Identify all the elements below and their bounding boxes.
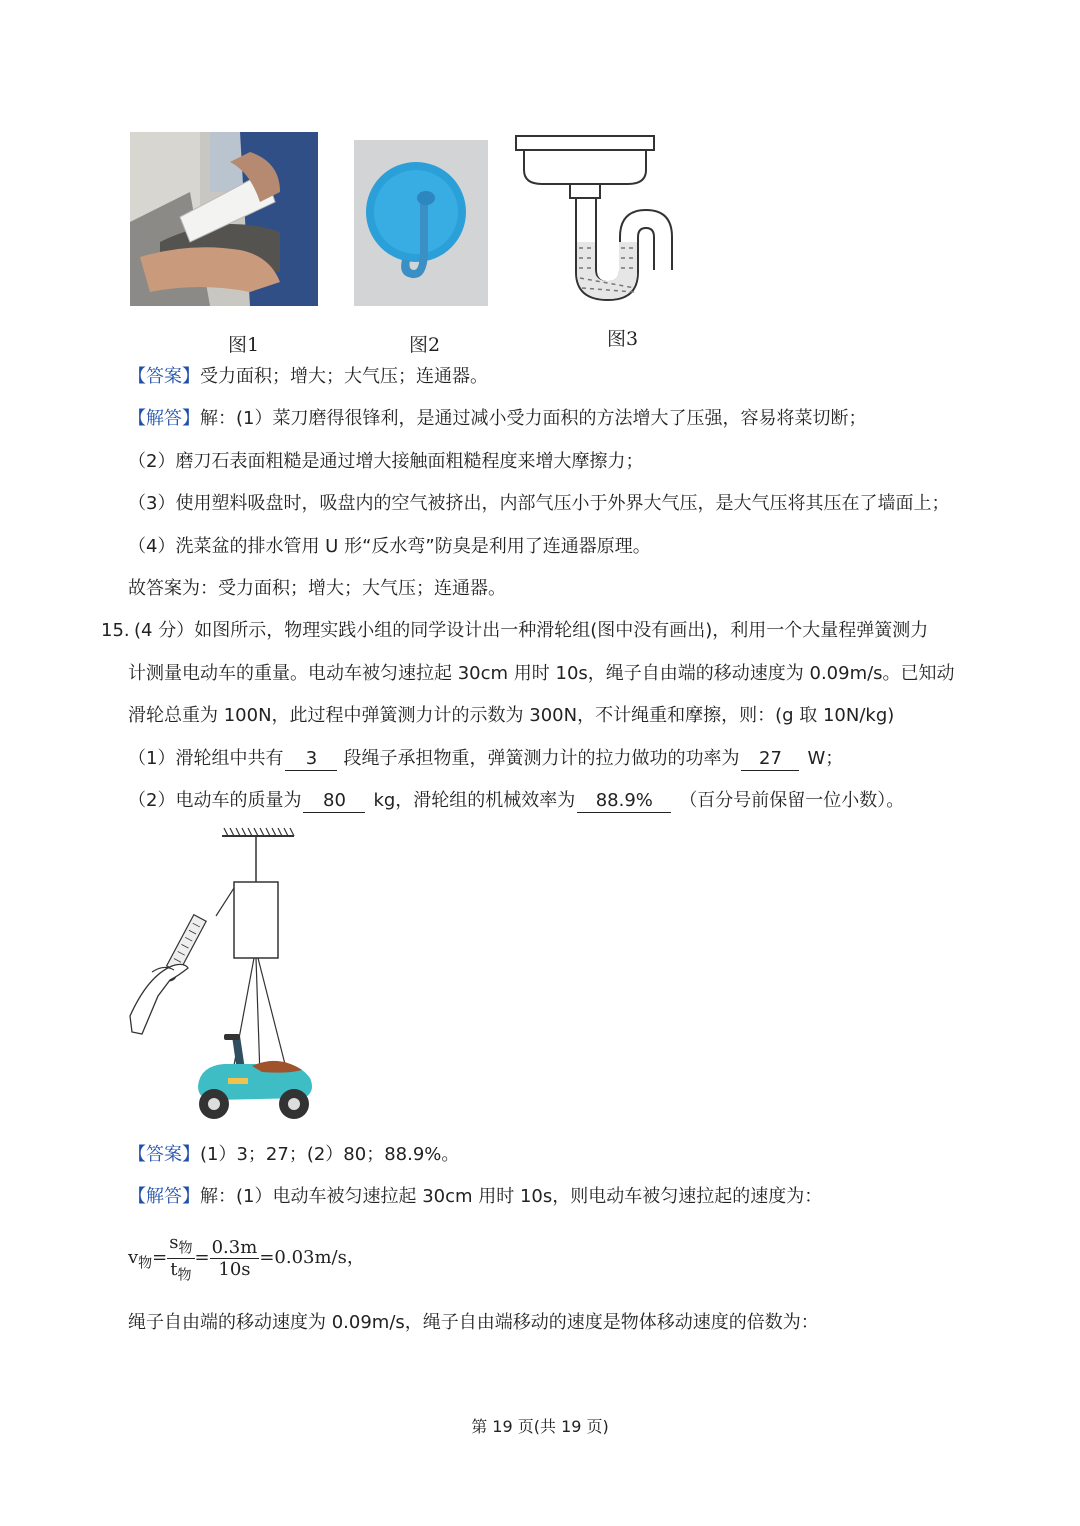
q15-sub-question-2 bbox=[128, 788, 904, 814]
figure-3-u-trap-diagram bbox=[512, 132, 697, 310]
figure-3-caption: 图3 bbox=[607, 328, 639, 350]
figure-1-caption: 图1 bbox=[228, 334, 260, 356]
sub1-blank-ropes: 3 bbox=[285, 748, 337, 771]
sub1-suffix: W； bbox=[807, 748, 844, 769]
formula-eq-1: = bbox=[152, 1247, 168, 1269]
fraction-s-over-t bbox=[167, 1232, 194, 1284]
q14-analysis-line-3: （3）使用塑料吸盘时，吸盘内的空气被挤出，内部气压小于外界大气压，是大气压将其压在了墙面上； bbox=[128, 493, 950, 514]
q14-analysis-line-4: （4）洗菜盆的排水管用 U 形“反水弯”防臭是利用了连通器原理。 bbox=[128, 536, 651, 557]
formula-lhs-sub: 物 bbox=[138, 1255, 153, 1272]
sub1-prefix: （1）滑轮组中共有 bbox=[128, 748, 284, 769]
sub2-prefix: （2）电动车的质量为 bbox=[128, 790, 302, 811]
sub1-mid: 段绳子承担物重，弹簧测力计的拉力做功的功率为 bbox=[343, 748, 740, 769]
figure-2-suction-hook bbox=[354, 140, 488, 306]
formula-eq-2: = bbox=[194, 1247, 210, 1269]
q14-answer bbox=[128, 364, 488, 390]
frac1-num-sub: 物 bbox=[178, 1240, 193, 1257]
sub1-blank-power: 27 bbox=[741, 748, 799, 771]
frac1-num: s bbox=[169, 1232, 179, 1253]
frac1-den-sub: 物 bbox=[177, 1267, 192, 1284]
answer-tag: 【答案】 bbox=[128, 366, 200, 387]
velocity-formula bbox=[128, 1232, 365, 1284]
formula-result: =0.03m/s， bbox=[259, 1247, 365, 1269]
q15-number: 15. bbox=[101, 620, 130, 641]
answer-text: (1）3；27；(2）80；88.9%。 bbox=[200, 1144, 460, 1165]
answer-tag: 【答案】 bbox=[128, 1144, 200, 1165]
frac1-den: t bbox=[170, 1258, 178, 1280]
q15-sub-question-1 bbox=[128, 746, 843, 772]
sub2-blank-efficiency: 88.9% bbox=[577, 790, 671, 813]
figure-1-knife-photo bbox=[130, 132, 318, 306]
answer-text: 受力面积；增大；大气压；连通器。 bbox=[200, 366, 488, 387]
figure-2-caption: 图2 bbox=[409, 334, 441, 356]
analysis-tag: 【解答】 bbox=[128, 1186, 200, 1207]
analysis-tag: 【解答】 bbox=[128, 408, 200, 429]
q15-analysis-line-1 bbox=[128, 1184, 822, 1210]
sub2-blank-mass: 80 bbox=[303, 790, 365, 813]
frac2-num: 0.3m bbox=[211, 1236, 258, 1258]
q14-analysis-line-1 bbox=[128, 406, 866, 432]
figure-q15-pulley-scooter bbox=[128, 826, 328, 1122]
q15-analysis-line-2: 绳子自由端的移动速度为 0.09m/s，绳子自由端移动的速度是物体移动速度的倍数为： bbox=[128, 1312, 819, 1333]
analysis-text: 解：(1）电动车被匀速拉起 30cm 用时 10s，则电动车被匀速拉起的速度为： bbox=[200, 1186, 823, 1207]
q15-stem-line-3: 滑轮总重为 100N，此过程中弹簧测力计的示数为 300N，不计绳重和摩擦，则：(g 取 10N/kg) bbox=[128, 705, 895, 726]
q15-stem-line-2: 计测量电动车的重量。电动车被匀速拉起 30cm 用时 10s，绳子自由端的移动速度为 0.09m/s。已知动 bbox=[128, 663, 955, 684]
formula-lhs: v bbox=[128, 1247, 139, 1269]
frac2-den: 10s bbox=[218, 1258, 251, 1280]
q14-analysis-line-2: （2）磨刀石表面粗糙是通过增大接触面粗糙程度来增大摩擦力； bbox=[128, 451, 644, 472]
page-footer: 第 19 页(共 19 页) bbox=[471, 1417, 609, 1436]
analysis-text: 解：(1）菜刀磨得很锋利，是通过减小受力面积的方法增大了压强，容易将菜切断； bbox=[200, 408, 867, 429]
q15-answer bbox=[128, 1142, 459, 1168]
q15-stem-line-1: (4 分）如图所示，物理实践小组的同学设计出一种滑轮组(图中没有画出)，利用一个大量程弹簧测力 bbox=[134, 620, 929, 641]
q14-conclusion: 故答案为：受力面积；增大；大气压；连通器。 bbox=[128, 578, 506, 599]
sub2-suffix: （百分号前保留一位小数）。 bbox=[679, 790, 905, 811]
sub2-mid: kg，滑轮组的机械效率为 bbox=[373, 790, 576, 811]
fraction-values bbox=[210, 1237, 260, 1280]
